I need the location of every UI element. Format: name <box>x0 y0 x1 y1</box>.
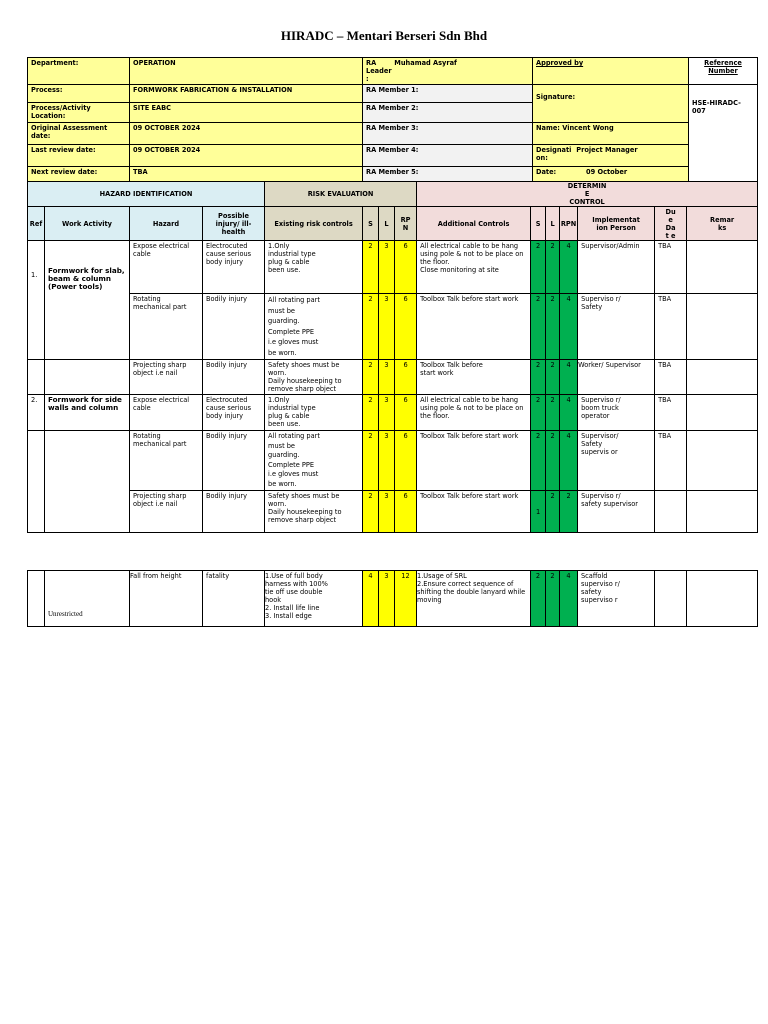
designation-cell <box>533 145 689 167</box>
existing-controls-cell: Safety shoes must be worn. Daily housekeeping to remove sharp object <box>265 491 363 533</box>
remarks-cell <box>687 395 758 431</box>
activity-name: Formwork for side walls and column <box>45 395 130 431</box>
col-due-date: Du e Dat e <box>655 207 687 241</box>
col-s: S <box>363 207 379 241</box>
remarks-cell <box>687 294 758 360</box>
likelihood-cell: 3 <box>379 294 395 360</box>
location-value: SITE EABC <box>130 103 363 123</box>
rpn-cell: 6 <box>395 360 417 395</box>
likelihood-cell: 3 <box>379 395 395 431</box>
hazard-cell: Projecting sharp object i.e nail <box>130 360 203 395</box>
rpn2-cell: 2 <box>560 491 578 533</box>
additional-controls-cell: All electrical cable to be hang using pole & not to be place on the floor. Close monitoring at site <box>417 241 531 294</box>
person-cell: Scaffold superviso r/ safety superviso r <box>578 571 655 627</box>
col-remarks: Remar ks <box>687 207 758 241</box>
likelihood2-cell: 2 <box>546 491 560 533</box>
likelihood2-cell: 2 <box>546 571 560 627</box>
activity-name: Unrestricted <box>45 571 130 627</box>
reference-number-value: HSE-HIRADC-007 <box>689 85 758 184</box>
activity-name <box>45 360 130 395</box>
existing-controls-cell: 1.Only industrial type plug & cable been use. <box>265 395 363 431</box>
ra-member-4: RA Member 4: <box>363 145 533 167</box>
person-cell: Superviso r/ boom truck operator <box>578 395 655 431</box>
due-date-cell: TBA <box>655 294 687 360</box>
existing-controls-cell: All rotating part must be guarding. Complete PPE i.e gloves must be worn. <box>265 294 363 360</box>
department-label: Department: <box>28 58 130 85</box>
rpn-cell: 12 <box>395 571 417 627</box>
likelihood2-cell: 2 <box>546 294 560 360</box>
person-cell: Supervisor/ Safety supervis or <box>578 431 655 491</box>
group-hazard-identification: HAZARD IDENTIFICATION <box>28 182 265 207</box>
due-date-cell <box>655 571 687 627</box>
rpn-cell: 6 <box>395 431 417 491</box>
group-risk-evaluation: RISK EVALUATION <box>265 182 417 207</box>
activity-name <box>45 431 130 533</box>
activity-ref: 1. <box>28 241 45 360</box>
likelihood2-cell: 2 <box>546 395 560 431</box>
injury-cell: Bodily injury <box>203 360 265 395</box>
activity-ref <box>28 431 45 533</box>
person-cell: Superviso r/ safety supervisor <box>578 491 655 533</box>
additional-controls-cell: All electrical cable to be hang using pole & not to be place on the floor. <box>417 395 531 431</box>
original-date-value: 09 OCTOBER 2024 <box>130 123 363 145</box>
col-rpn2: RPN <box>560 207 578 241</box>
severity-cell: 2 <box>363 294 379 360</box>
ra-member-3: RA Member 3: <box>363 123 533 145</box>
due-date-cell: TBA <box>655 431 687 491</box>
designation-value: Project Manager <box>576 146 638 154</box>
existing-controls-cell: Safety shoes must be worn. Daily housekeeping to remove sharp object <box>265 360 363 395</box>
rpn-cell: 6 <box>395 294 417 360</box>
injury-cell: Bodily injury <box>203 491 265 533</box>
severity2-cell: 2 <box>531 431 546 491</box>
table-row <box>28 241 758 294</box>
remarks-cell <box>687 241 758 294</box>
ra-leader-value: Muhamad Asyraf <box>394 59 457 67</box>
severity-cell: 2 <box>363 431 379 491</box>
rpn2-cell: 4 <box>560 241 578 294</box>
remarks-cell <box>687 431 758 491</box>
next-review-label: Next review date: <box>28 167 130 184</box>
injury-cell: Bodily injury <box>203 294 265 360</box>
col-implementation-person: Implementat ion Person <box>578 207 655 241</box>
additional-controls-cell: Toolbox Talk before start work <box>417 294 531 360</box>
remarks-cell <box>687 360 758 395</box>
rpn-cell: 6 <box>395 491 417 533</box>
document-title: HIRADC – Mentari Berseri Sdn Bhd <box>280 28 488 43</box>
hiradc-table-continued <box>27 570 758 627</box>
hazard-cell: Projecting sharp object i.e nail <box>130 491 203 533</box>
col-possible-injury: Possible injury/ ill-health <box>203 207 265 241</box>
approved-by-label: Approved by <box>533 58 689 85</box>
header-info-table <box>27 57 758 184</box>
location-label: Process/Activity Location: <box>28 103 130 123</box>
severity-cell: 2 <box>363 491 379 533</box>
hiradc-table <box>27 181 758 533</box>
existing-controls-cell: All rotating part must be guarding. Complete PPE i.e gloves must be worn. <box>265 431 363 491</box>
severity2-cell: 1 <box>531 491 546 533</box>
activity-ref: 2. <box>28 395 45 431</box>
date-label: Date: <box>536 168 557 176</box>
original-date-label: Original Assessment date: <box>28 123 130 145</box>
severity2-cell: 2 <box>531 395 546 431</box>
last-review-label: Last review date: <box>28 145 130 167</box>
ra-member-2: RA Member 2: <box>363 103 533 123</box>
due-date-cell: TBA <box>655 360 687 395</box>
person-cell: Supervisor/Admin <box>578 241 655 294</box>
hazard-cell: Fall from height <box>130 571 203 627</box>
likelihood-cell: 3 <box>379 571 395 627</box>
rpn-cell: 6 <box>395 241 417 294</box>
person-cell: Superviso r/ Safety <box>578 294 655 360</box>
table-row <box>28 491 758 533</box>
severity-cell: 4 <box>363 571 379 627</box>
existing-controls-cell: 1.Use of full body harness with 100% tie off use double hook 2. Install life line 3. Install edge <box>265 571 363 627</box>
ra-leader-label: RA Leader : <box>366 59 392 83</box>
remarks-cell <box>687 491 758 533</box>
col-ref: Ref <box>28 207 45 241</box>
ra-member-5: RA Member 5: <box>363 167 533 184</box>
likelihood2-cell: 2 <box>546 431 560 491</box>
designation-label: Designati on: <box>536 146 572 162</box>
likelihood2-cell: 2 <box>546 360 560 395</box>
injury-cell: Electrocuted cause serious body injury <box>203 241 265 294</box>
due-date-cell: TBA <box>655 241 687 294</box>
likelihood-cell: 3 <box>379 241 395 294</box>
rpn2-cell: 4 <box>560 571 578 627</box>
rpn2-cell: 4 <box>560 431 578 491</box>
activity-ref <box>28 360 45 395</box>
hazard-cell: Rotating mechanical part <box>130 294 203 360</box>
col-work-activity: Work Activity <box>45 207 130 241</box>
severity2-cell: 2 <box>531 360 546 395</box>
col-s2: S <box>531 207 546 241</box>
hazard-cell: Expose electrical cable <box>130 241 203 294</box>
additional-controls-cell: 1.Usage of SRL 2.Ensure correct sequence of shifting the double lanyard while moving <box>417 571 531 627</box>
table-row <box>28 571 758 627</box>
col-l2: L <box>546 207 560 241</box>
ra-leader-cell <box>363 58 533 85</box>
col-additional-controls: Additional Controls <box>417 207 531 241</box>
reference-number-label: Reference Number <box>689 58 758 85</box>
severity-cell: 2 <box>363 241 379 294</box>
remarks-cell <box>687 571 758 627</box>
date-value: 09 October <box>586 168 628 176</box>
col-hazard: Hazard <box>130 207 203 241</box>
signature-label: Signature: <box>533 85 689 123</box>
rpn-cell: 6 <box>395 395 417 431</box>
additional-controls-cell: Toolbox Talk before start work <box>417 431 531 491</box>
activity-name: Formwork for slab, beam & column (Power tools) <box>45 241 130 360</box>
col-rpn: RP N <box>395 207 417 241</box>
likelihood-cell: 3 <box>379 491 395 533</box>
additional-controls-cell: Toolbox Talk before start work <box>417 360 531 395</box>
process-value: FORMWORK FABRICATION & INSTALLATION <box>130 85 363 103</box>
activity-ref <box>28 571 45 627</box>
due-date-cell: TBA <box>655 395 687 431</box>
due-date-cell <box>655 491 687 533</box>
severity2-cell: 2 <box>531 571 546 627</box>
likelihood-cell: 3 <box>379 431 395 491</box>
rpn2-cell: 4 <box>560 294 578 360</box>
existing-controls-cell: 1.Only industrial type plug & cable been use. <box>265 241 363 294</box>
additional-controls-cell: Toolbox Talk before start work <box>417 491 531 533</box>
table-row <box>28 360 758 395</box>
department-value: OPERATION <box>130 58 363 85</box>
last-review-value: 09 OCTOBER 2024 <box>130 145 363 167</box>
col-l: L <box>379 207 395 241</box>
severity2-cell: 2 <box>531 294 546 360</box>
process-label: Process: <box>28 85 130 103</box>
likelihood-cell: 3 <box>379 360 395 395</box>
hazard-cell: Expose electrical cable <box>130 395 203 431</box>
table-row <box>28 395 758 431</box>
next-review-value: TBA <box>130 167 363 184</box>
col-existing-controls: Existing risk controls <box>265 207 363 241</box>
group-determine-control: DETERMINE CONTROL <box>417 182 758 207</box>
approver-name: Name: Vincent Wong <box>533 123 689 145</box>
severity2-cell: 2 <box>531 241 546 294</box>
ra-member-1: RA Member 1: <box>363 85 533 103</box>
rpn2-cell: 4 <box>560 360 578 395</box>
table-row <box>28 431 758 491</box>
severity-cell: 2 <box>363 395 379 431</box>
rpn2-cell: 4 <box>560 395 578 431</box>
injury-cell: Electrocuted cause serious body injury <box>203 395 265 431</box>
likelihood2-cell: 2 <box>546 241 560 294</box>
severity-cell: 2 <box>363 360 379 395</box>
injury-cell: Bodily injury <box>203 431 265 491</box>
table-row <box>28 294 758 360</box>
injury-cell: fatality <box>203 571 265 627</box>
person-cell: Worker/ Supervisor <box>578 360 655 395</box>
hazard-cell: Rotating mechanical part <box>130 431 203 491</box>
